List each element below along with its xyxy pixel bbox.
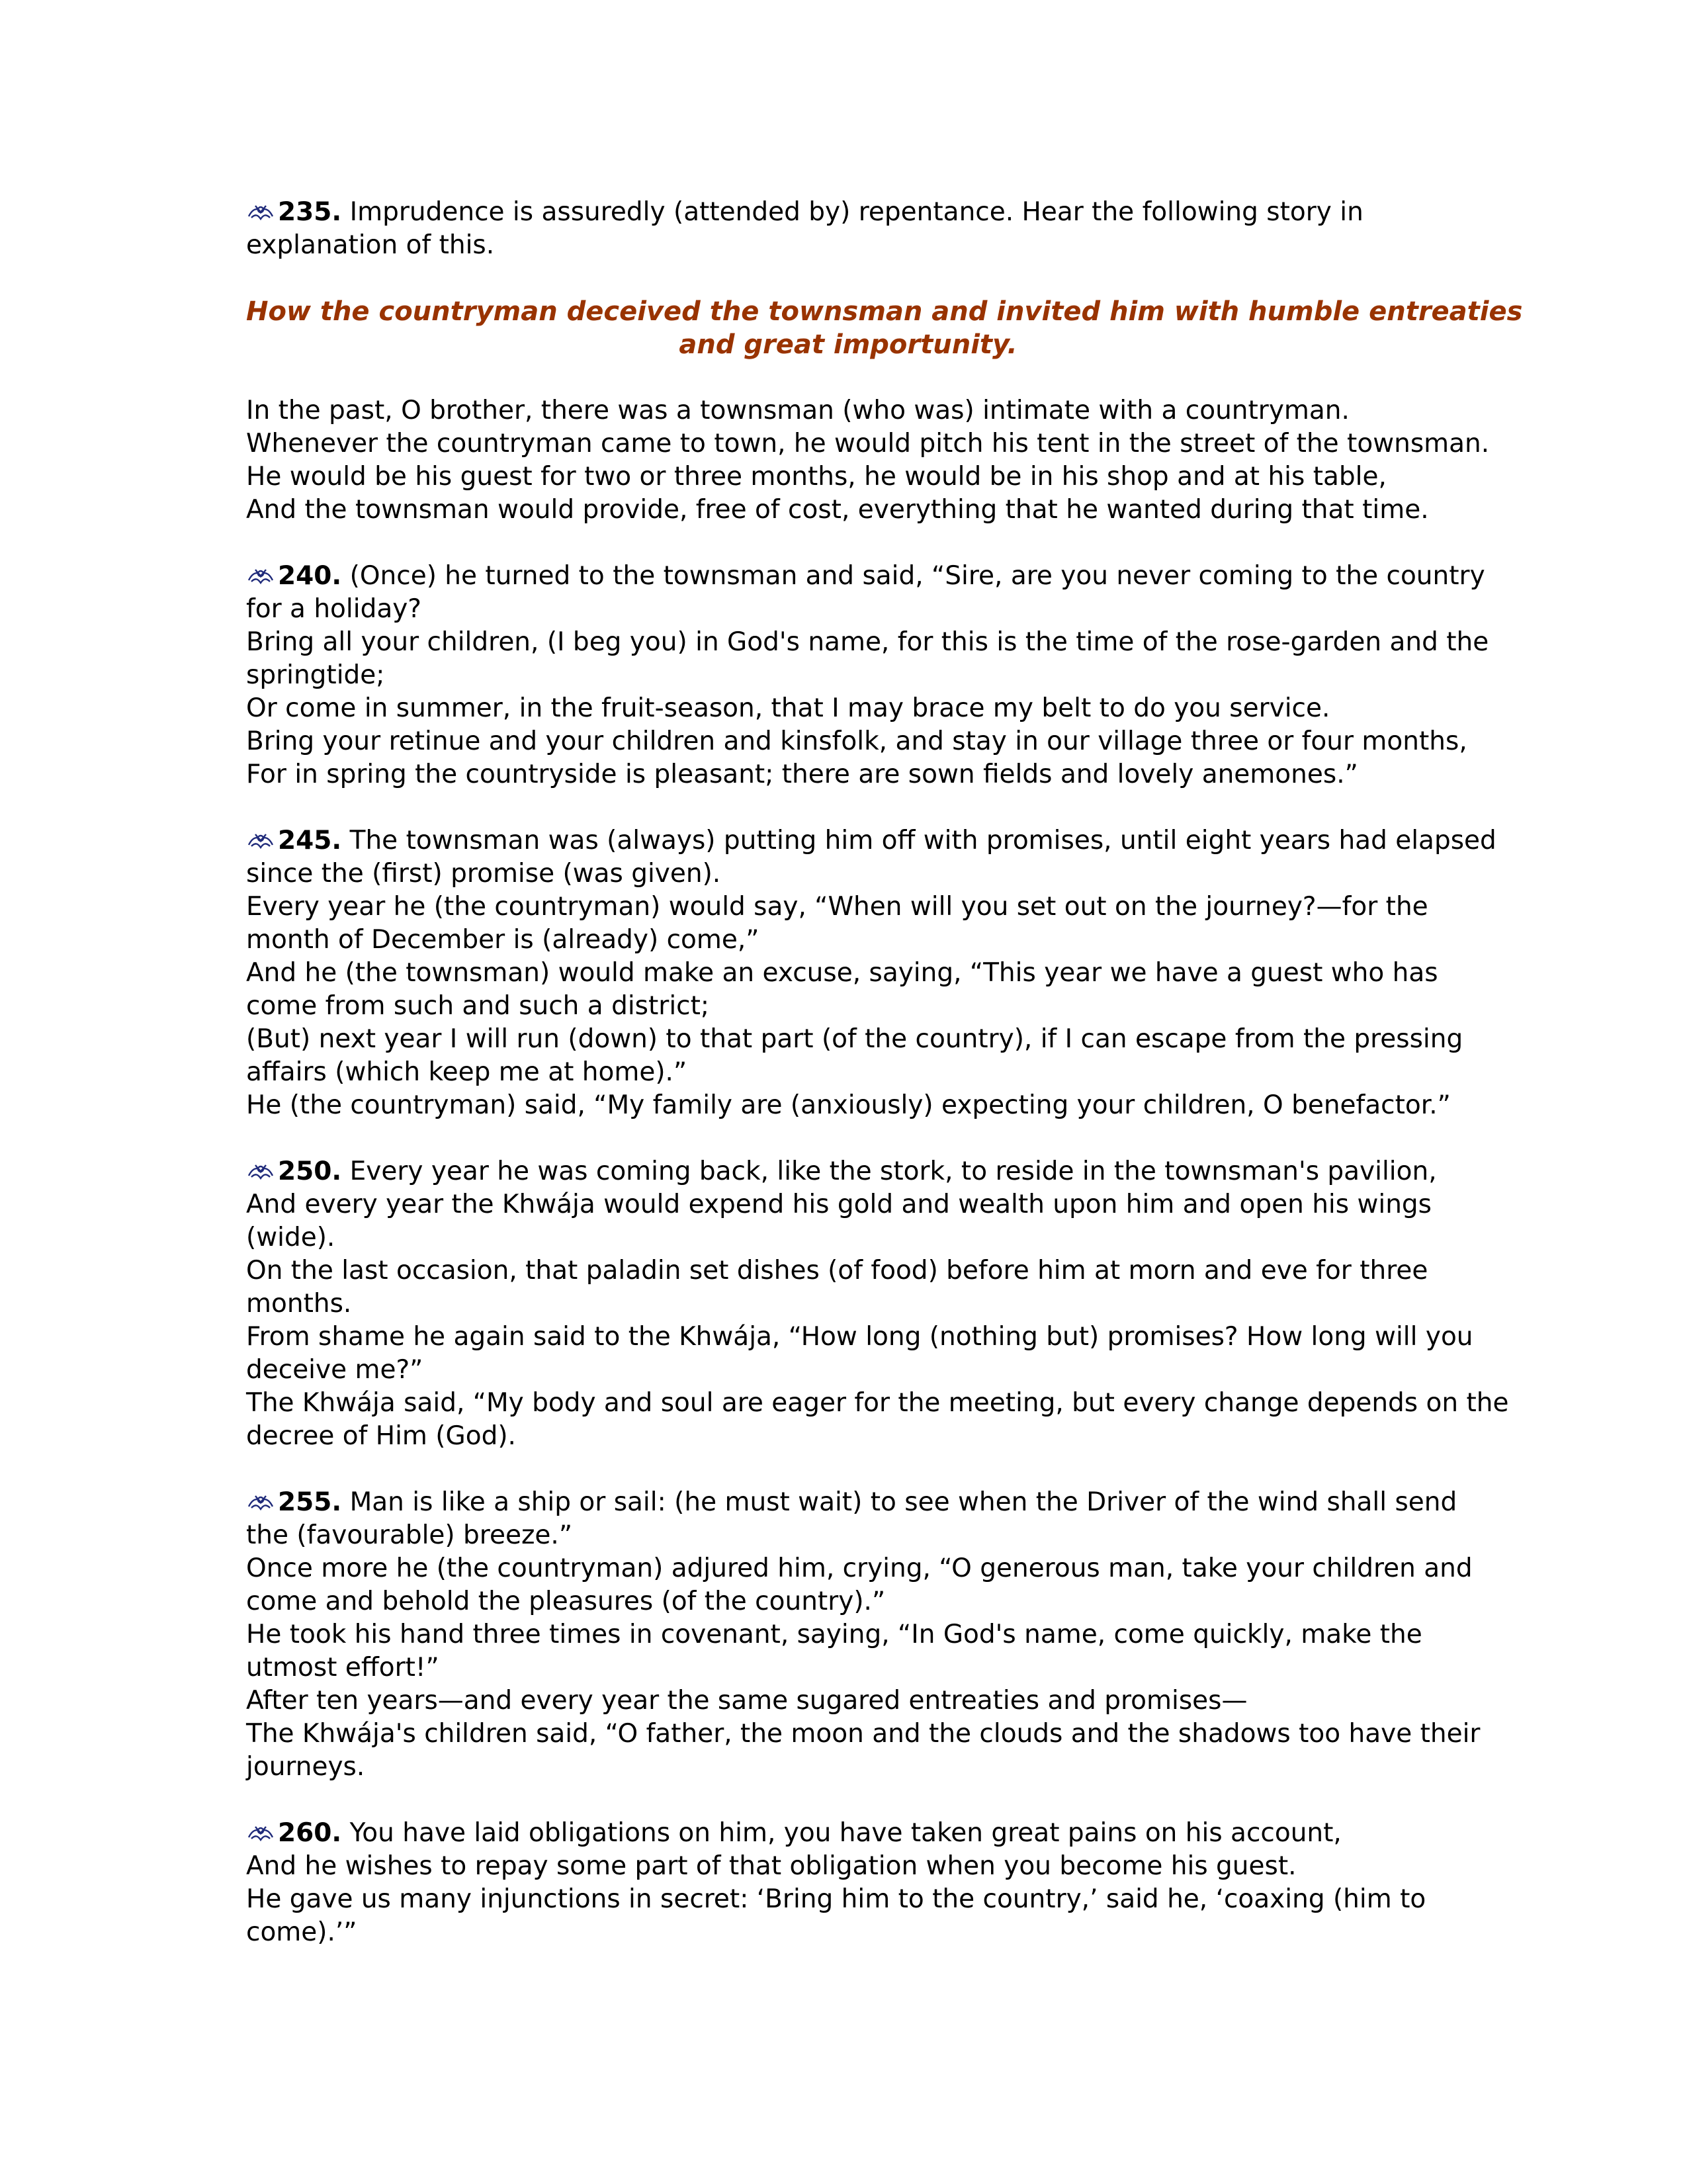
paragraph-line: utmost effort!” [246,1653,439,1682]
paragraph-line: And he wishes to repay some part of that obligation when you become his guest. [246,1851,1297,1881]
paragraph-line: He would be his guest for two or three months, he would be in his shop and at his table, [246,462,1387,492]
paragraph-line: And the townsman would provide, free of cost, everything that he wanted during that time. [246,495,1429,525]
paragraph-line: Once more he (the countryman) adjured him, crying, “O generous man, take your children and [246,1553,1473,1583]
paragraph-line: springtide; [246,660,385,690]
paragraph-line: Every year he (the countryman) would say, “When will you set out on the journey?—for the [246,892,1428,922]
verse-paragraph-250 [246,1155,1509,1453]
line-text: You have laid obligations on him, you have taken great pains on his account, [341,1818,1342,1848]
verse-paragraph-260 [246,1817,1450,1949]
paragraph-line [246,1817,1450,1850]
heading-line: How the countryman deceived the townsman and invited him with humble entreaties [246,296,1523,327]
paragraph-line: For in spring the countryside is pleasant; there are sown fields and lovely anemones.” [246,760,1358,789]
heading-line: and great importunity. [679,329,1017,360]
verse-paragraph-240 [246,560,1489,791]
paragraph-line: From shame he again said to the Khwája, “How long (nothing but) promises? How long will you [246,1322,1473,1352]
paragraph-line: In the past, O brother, there was a townsman (who was) intimate with a countryman. [246,396,1350,425]
verse-number: 245. [278,826,342,855]
paragraph-line: deceive me?” [246,1355,423,1385]
paragraph-line [246,1486,1457,1519]
verse-number: 255. [278,1487,342,1517]
paragraph-line [246,1155,1450,1188]
verse-paragraph-opening [246,394,1490,527]
paragraph-line [246,560,1485,593]
paragraph-line: He took his hand three times in covenant, saying, “In God's name, come quickly, make the [246,1620,1422,1649]
paragraph-line: come and behold the pleasures (of the country).” [246,1587,886,1616]
flower-ornament-icon [246,566,277,586]
paragraph-line: affairs (which keep me at home).” [246,1057,687,1087]
paragraph-line: for a holiday? [246,594,422,624]
section-heading [246,295,1523,361]
paragraph-line: He (the countryman) said, “My family are (anxiously) expecting your children, O benefactor.” [246,1090,1451,1120]
paragraph-line: The Khwája's children said, “O father, the moon and the clouds and the shadows too have their [246,1719,1481,1749]
paragraph-line: Whenever the countryman came to town, he would pitch his tent in the street of the townsman. [246,429,1490,459]
flower-ornament-icon [246,1823,277,1843]
paragraph-line: decree of Him (God). [246,1421,516,1451]
paragraph-line: explanation of this. [246,230,495,260]
paragraph-line: Bring all your children, (I beg you) in God's name, for this is the time of the rose-garden and the [246,627,1489,657]
line-text: The townsman was (always) putting him off with promises, until eight years had elapsed [341,826,1496,855]
paragraph-line: month of December is (already) come,” [246,925,759,955]
line-text: Every year he was coming back, like the stork, to reside in the townsman's pavilion, [341,1157,1437,1186]
paragraph-line: And he (the townsman) would make an excuse, saying, “This year we have a guest who has [246,958,1438,988]
flower-ornament-icon [246,1492,277,1512]
flower-ornament-icon [246,830,277,850]
verse-paragraph-255 [246,1486,1481,1784]
line-text: Man is like a ship or sail: (he must wait) to see when the Driver of the wind shall send [341,1487,1457,1517]
paragraph-line: After ten years—and every year the same sugared entreaties and promises— [246,1686,1248,1716]
paragraph-line: since the (first) promise (was given). [246,859,721,889]
paragraph-line: come from such and such a district; [246,991,710,1021]
verse-number: 240. [278,561,342,591]
paragraph-line: The Khwája said, “My body and soul are eager for the meeting, but every change depends on the [246,1388,1509,1418]
line-text: Imprudence is assuredly (attended by) repentance. Hear the following story in [341,197,1363,227]
paragraph-line: Bring your retinue and your children and kinsfolk, and stay in our village three or four months, [246,726,1467,756]
paragraph-line: the (favourable) breeze.” [246,1520,573,1550]
paragraph-line: months. [246,1289,352,1319]
verse-paragraph-245 [246,824,1496,1122]
paragraph-line: journeys. [246,1752,365,1782]
verse-number: 260. [278,1818,342,1848]
paragraph-line: He gave us many injunctions in secret: ‘Bring him to the country,’ said he, ‘coaxing (him to [246,1884,1426,1914]
verse-paragraph-235 [246,196,1450,262]
flower-ornament-icon [246,202,277,222]
verse-number: 250. [278,1157,342,1186]
flower-ornament-icon [246,1161,277,1181]
document-page [246,196,1523,1982]
paragraph-line: come).’” [246,1917,357,1947]
paragraph-line [246,196,1450,229]
paragraph-line: (But) next year I will run (down) to that part (of the country), if I can escape from the pressing [246,1024,1463,1054]
paragraph-line: On the last occasion, that paladin set dishes (of food) before him at morn and eve for three [246,1256,1428,1286]
verse-number: 235. [278,197,342,227]
paragraph-line [246,824,1496,857]
paragraph-line: And every year the Khwája would expend his gold and wealth upon him and open his wings [246,1190,1432,1219]
paragraph-line: (wide). [246,1223,335,1252]
line-text: (Once) he turned to the townsman and said, “Sire, are you never coming to the country [341,561,1485,591]
paragraph-line: Or come in summer, in the fruit-season, that I may brace my belt to do you service. [246,693,1330,723]
